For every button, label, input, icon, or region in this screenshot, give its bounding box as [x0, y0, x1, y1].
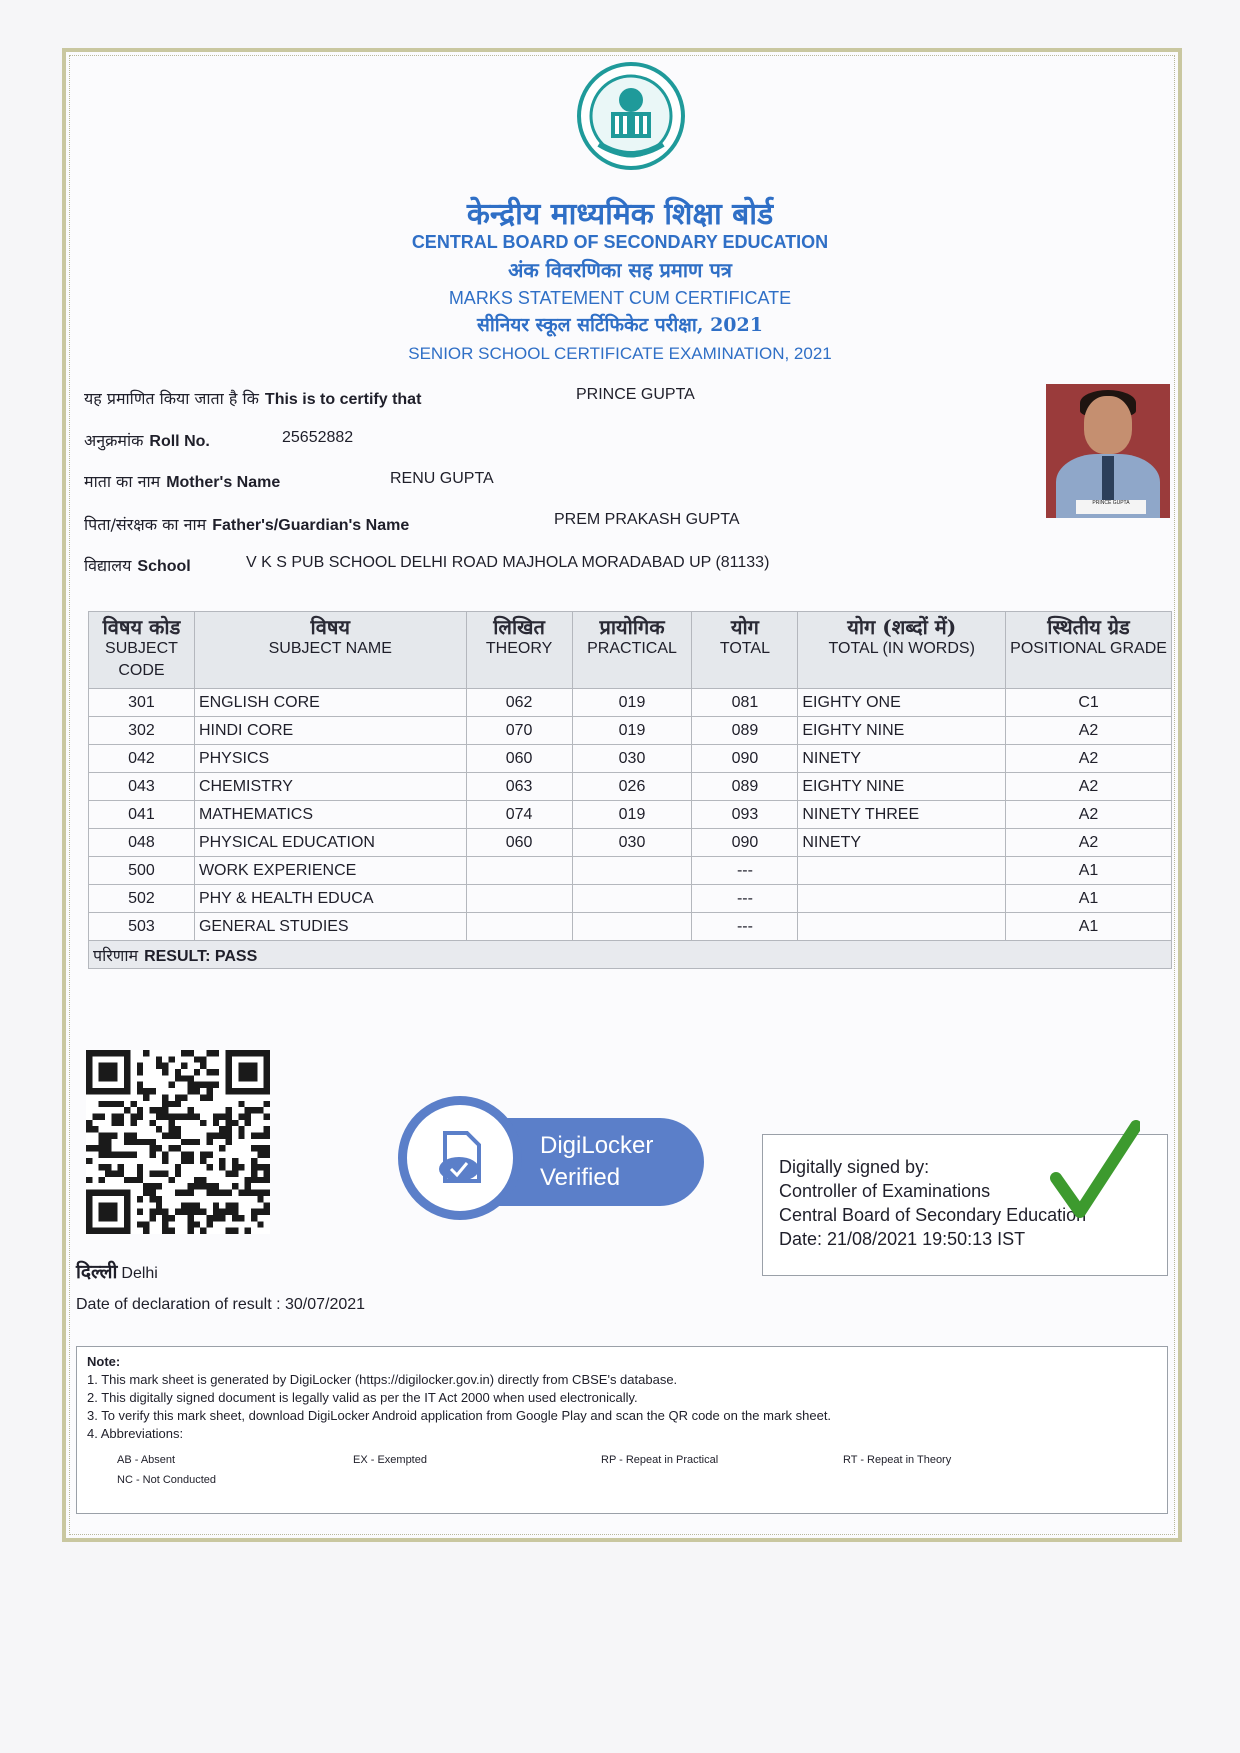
theory-cell: 062: [466, 689, 572, 717]
student-name: PRINCE GUPTA: [576, 386, 695, 403]
subject-name-cell: GENERAL STUDIES: [194, 913, 466, 941]
table-header-row: [89, 612, 1172, 689]
grade-cell: A2: [1006, 773, 1172, 801]
subject-code-cell: 041: [89, 801, 195, 829]
signature-line1: Digitally signed by:: [779, 1157, 930, 1177]
total-words-cell: [798, 885, 1006, 913]
exam-name-english: SENIOR SCHOOL CERTIFICATE EXAMINATION, 2021: [408, 344, 832, 363]
place-of-issue: [76, 1258, 158, 1284]
header-subject-code: विषय कोड SUBJECT CODE: [89, 612, 195, 689]
subject-name-cell: PHYSICS: [194, 745, 466, 773]
subject-code-cell: 500: [89, 857, 195, 885]
document-cloud-icon: [407, 1105, 513, 1211]
practical-cell: [572, 857, 692, 885]
total-words-cell: EIGHTY NINE: [798, 717, 1006, 745]
signature-line3: Central Board of Secondary Education: [779, 1205, 1087, 1225]
subject-code-cell: 302: [89, 717, 195, 745]
roll-label-hindi: अनुक्रमांक: [84, 431, 144, 450]
practical-cell: 019: [572, 801, 692, 829]
certify-label: [84, 387, 421, 409]
badge-ring: [398, 1096, 522, 1220]
school-name: V K S PUB SCHOOL DELHI ROAD MAJHOLA MORADABAD UP (81133): [246, 554, 770, 571]
subject-code-cell: 043: [89, 773, 195, 801]
total-cell: ---: [692, 885, 798, 913]
cbse-logo-icon: [575, 60, 687, 172]
qr-code-icon: [86, 1050, 270, 1234]
result-cell: [89, 941, 1172, 969]
theory-cell: 074: [466, 801, 572, 829]
theory-cell: 060: [466, 829, 572, 857]
abbr-rp: RP - Repeat in Practical: [601, 1454, 719, 1466]
header-grade: स्थितीय ग्रेड POSITIONAL GRADE: [1006, 612, 1172, 689]
total-cell: ---: [692, 913, 798, 941]
document-title-english: MARKS STATEMENT CUM CERTIFICATE: [448, 288, 792, 308]
abbr-rt: RT - Repeat in Theory: [843, 1454, 952, 1466]
total-cell: 081: [692, 689, 798, 717]
total-cell: 090: [692, 745, 798, 773]
header-practical: प्रायोगिक PRACTICAL: [572, 612, 692, 689]
mother-label: [84, 470, 280, 492]
grade-cell: A2: [1006, 829, 1172, 857]
signature-line2: Controller of Examinations: [779, 1181, 991, 1201]
grade-cell: A1: [1006, 913, 1172, 941]
mother-name: RENU GUPTA: [390, 470, 494, 487]
mother-label-english: Mother's Name: [166, 474, 281, 491]
result-label-hindi: परिणाम: [93, 945, 139, 965]
note-item: 3. To verify this mark sheet, download DigiLocker Android application from Google Play and scan the QR code on the mark sheet.: [87, 1408, 832, 1423]
subject-code-cell: 048: [89, 829, 195, 857]
total-words-cell: NINETY: [798, 829, 1006, 857]
city-hindi: दिल्ली: [76, 1261, 118, 1283]
abbr-nc: NC - Not Conducted: [117, 1474, 217, 1486]
table-row: [89, 857, 1172, 885]
note-box: [76, 1346, 1168, 1514]
board-name-english: CENTRAL BOARD OF SECONDARY EDUCATION: [411, 232, 829, 252]
practical-cell: 026: [572, 773, 692, 801]
subject-name-cell: WORK EXPERIENCE: [194, 857, 466, 885]
table-row: [89, 773, 1172, 801]
roll-label: [84, 429, 210, 451]
total-words-cell: NINETY THREE: [798, 801, 1006, 829]
certify-label-english: This is to certify that: [264, 391, 422, 408]
school-label-hindi: विद्यालय: [84, 556, 132, 575]
total-words-cell: NINETY: [798, 745, 1006, 773]
theory-cell: [466, 857, 572, 885]
theory-cell: 060: [466, 745, 572, 773]
subject-code-cell: 502: [89, 885, 195, 913]
grade-cell: C1: [1006, 689, 1172, 717]
table-row: [89, 885, 1172, 913]
subject-name-cell: MATHEMATICS: [194, 801, 466, 829]
father-label-hindi: पिता/संरक्षक का नाम: [84, 515, 207, 534]
school-label-english: School: [137, 558, 191, 575]
table-row: [89, 801, 1172, 829]
subject-name-cell: ENGLISH CORE: [194, 689, 466, 717]
grade-cell: A2: [1006, 801, 1172, 829]
total-cell: 093: [692, 801, 798, 829]
abbr-ab: AB - Absent: [117, 1454, 176, 1466]
note-item: 1. This mark sheet is generated by DigiLocker (https://digilocker.gov.in) directly from CBSE's database.: [87, 1372, 678, 1387]
grade-cell: A1: [1006, 857, 1172, 885]
total-words-cell: [798, 913, 1006, 941]
table-row: [89, 717, 1172, 745]
practical-cell: [572, 885, 692, 913]
note-item: 2. This digitally signed document is legally valid as per the IT Act 2000 when used electronically.: [87, 1390, 638, 1405]
practical-cell: 019: [572, 717, 692, 745]
practical-cell: [572, 913, 692, 941]
mother-label-hindi: माता का नाम: [84, 472, 161, 491]
subject-code-cell: 042: [89, 745, 195, 773]
table-row: [89, 829, 1172, 857]
board-name-hindi: केन्द्रीय माध्यमिक शिक्षा बोर्ड: [466, 197, 774, 232]
father-label-english: Father's/Guardian's Name: [212, 517, 410, 534]
subject-name-cell: PHY & HEALTH EDUCA: [194, 885, 466, 913]
badge-line1: DigiLocker: [540, 1132, 654, 1159]
photo-caption: PRINCE GUPTA: [1076, 500, 1146, 514]
certify-label-hindi: यह प्रमाणित किया जाता है कि: [84, 389, 259, 408]
signature-date: Date: 21/08/2021 19:50:13 IST: [779, 1229, 1026, 1249]
table-row: [89, 745, 1172, 773]
total-cell: 089: [692, 773, 798, 801]
theory-cell: 070: [466, 717, 572, 745]
total-cell: 089: [692, 717, 798, 745]
total-cell: ---: [692, 857, 798, 885]
subject-code-cell: 503: [89, 913, 195, 941]
subject-name-cell: CHEMISTRY: [194, 773, 466, 801]
document-title-hindi: अंक विवरणिका सह प्रमाण पत्र: [508, 258, 732, 282]
father-name: PREM PRAKASH GUPTA: [554, 511, 740, 528]
grade-cell: A2: [1006, 745, 1172, 773]
header-theory: लिखित THEORY: [466, 612, 572, 689]
subject-code-cell: 301: [89, 689, 195, 717]
subject-name-cell: HINDI CORE: [194, 717, 466, 745]
note-title: Note:: [87, 1354, 121, 1369]
city-english: Delhi: [121, 1265, 158, 1282]
result-text: RESULT: PASS: [144, 947, 258, 965]
abbr-ex: EX - Exempted: [353, 1454, 427, 1466]
declaration-date: Date of declaration of result : 30/07/2021: [76, 1296, 366, 1313]
total-words-cell: EIGHTY NINE: [798, 773, 1006, 801]
practical-cell: 030: [572, 745, 692, 773]
grade-cell: A1: [1006, 885, 1172, 913]
header-subject-name: विषय SUBJECT NAME: [194, 612, 466, 689]
practical-cell: 019: [572, 689, 692, 717]
table-row: [89, 689, 1172, 717]
result-row: [89, 941, 1172, 969]
header-total-words: योग (शब्दों में) TOTAL (IN WORDS): [798, 612, 1006, 689]
theory-cell: [466, 913, 572, 941]
roll-label-english: Roll No.: [149, 433, 210, 450]
digilocker-verified-badge: [398, 1096, 708, 1222]
header-total: योग TOTAL: [692, 612, 798, 689]
school-label: [84, 554, 191, 576]
roll-number: 25652882: [282, 429, 354, 446]
badge-line2: Verified: [540, 1164, 621, 1191]
subject-name-cell: PHYSICAL EDUCATION: [194, 829, 466, 857]
practical-cell: 030: [572, 829, 692, 857]
father-label: [84, 513, 409, 535]
student-photo: [1046, 384, 1170, 518]
total-words-cell: EIGHTY ONE: [798, 689, 1006, 717]
check-mark-icon: [1050, 1120, 1140, 1224]
theory-cell: 063: [466, 773, 572, 801]
note-item: 4. Abbreviations:: [87, 1426, 184, 1441]
grade-cell: A2: [1006, 717, 1172, 745]
table-row: [89, 913, 1172, 941]
total-cell: 090: [692, 829, 798, 857]
total-words-cell: [798, 857, 1006, 885]
theory-cell: [466, 885, 572, 913]
exam-name-hindi: सीनियर स्कूल सर्टिफिकेट परीक्षा, 2021: [477, 314, 763, 336]
marks-table: [88, 611, 1172, 969]
